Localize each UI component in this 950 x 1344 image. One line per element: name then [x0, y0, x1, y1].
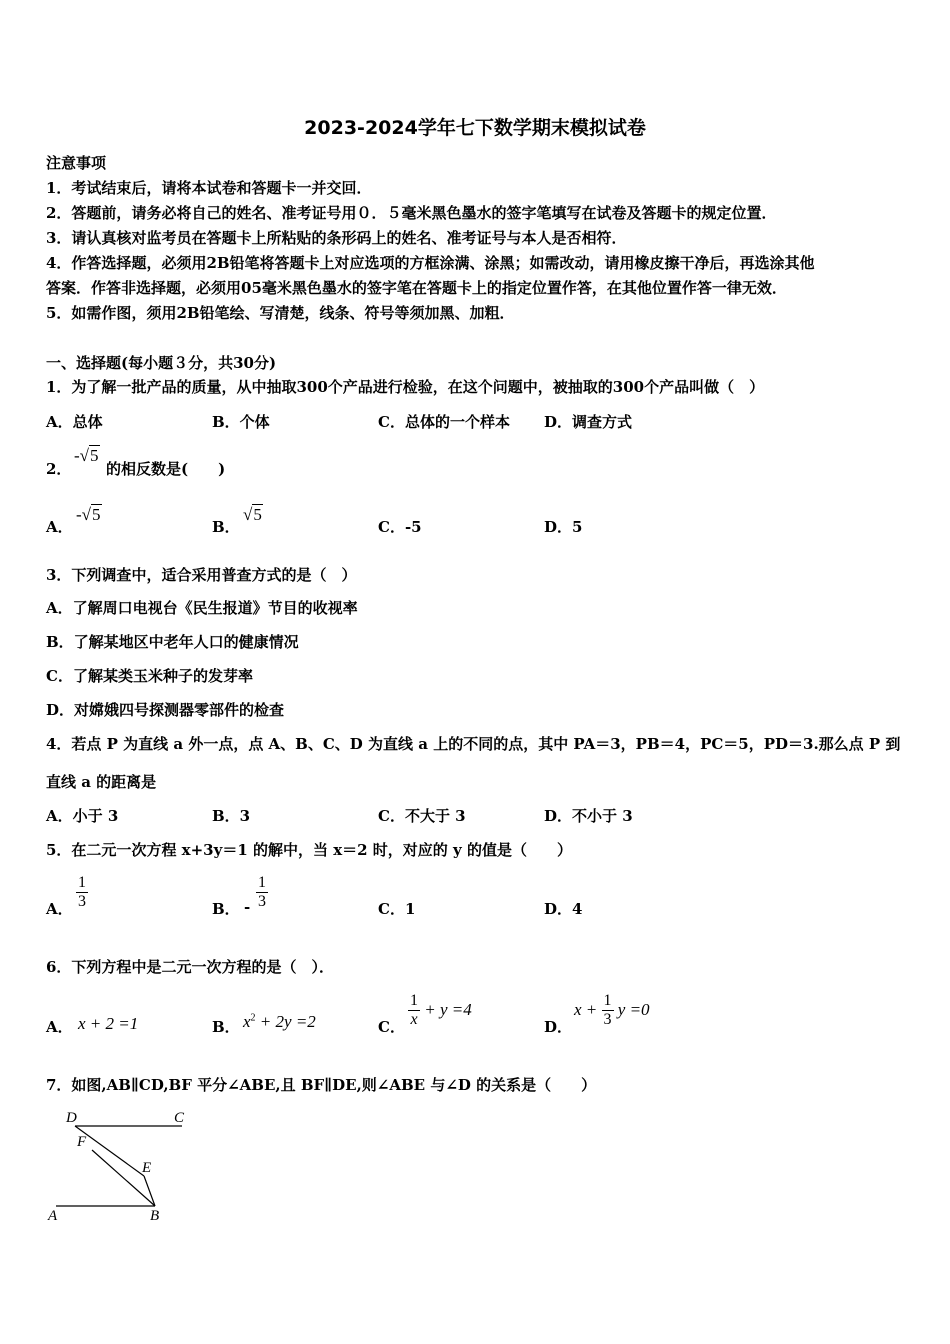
- question-7-stem: 7．如图,AB∥CD,BF 平分∠ABE,且 BF∥DE,则∠ABE 与∠D 的关系是（ ）: [46, 1076, 597, 1094]
- q5-option-d: D．4: [544, 900, 583, 918]
- q5-option-c: C．1: [378, 900, 416, 918]
- question-1-stem: 1．为了解一批产品的质量，从中抽取300个产品进行检验，在这个问题中，被抽取的300个产品叫做（ ）: [46, 378, 765, 396]
- q6-option-b-equation: [243, 1012, 316, 1032]
- point-label-c: C: [174, 1110, 185, 1126]
- page-title: 2023-2024学年七下数学期末模拟试卷: [304, 117, 646, 139]
- q4-option-a: A．小于 3: [46, 807, 119, 825]
- q6-option-a-label: A．: [46, 1018, 73, 1036]
- sqrt-symbol: √: [243, 505, 253, 524]
- notice-heading: 注意事项: [46, 154, 107, 172]
- point-label-a: A: [48, 1208, 58, 1224]
- denominator: x: [410, 1011, 418, 1028]
- q5-option-b-fraction: [256, 874, 268, 911]
- q2-option-b-value: [243, 505, 263, 525]
- notice-item: 2．答题前，请务必将自己的姓名、准考证号用０．５毫米黑色墨水的签字笔填写在试卷及答题卡的规定位置．: [46, 204, 777, 222]
- point-label-f: F: [77, 1134, 87, 1150]
- minus-sign: -: [76, 505, 82, 524]
- numerator: 1: [78, 874, 86, 891]
- section-heading: 一、选择题(每小题３分，共30分): [46, 354, 277, 372]
- q2-option-d: D．5: [544, 518, 583, 536]
- notice-item: 答案．作答非选择题，必须用05毫米黑色墨水的签字笔在答题卡上的指定位置作答，在其他位置作答一律无效．: [46, 279, 787, 297]
- equation-rest: y =0: [613, 1000, 650, 1019]
- q5-option-b-label: B．: [212, 900, 240, 918]
- q1-option-b: B．个体: [212, 413, 270, 431]
- geometry-figure: [40, 1100, 200, 1230]
- numerator: 1: [603, 992, 612, 1009]
- q3-option-c: C．了解某类玉米种子的发芽率: [46, 667, 253, 685]
- q6-option-d-label: D．: [544, 1018, 573, 1036]
- denominator: 3: [78, 893, 86, 910]
- equation-prefix: x +: [574, 1000, 602, 1019]
- q5-option-a-fraction: [76, 874, 88, 911]
- radicand: 5: [90, 446, 99, 465]
- q2-option-a-label: A．: [46, 518, 73, 536]
- q1-option-a: A．总体: [46, 413, 103, 431]
- exponent: 2: [250, 1012, 256, 1024]
- q2-option-c: C．-5: [378, 518, 422, 536]
- question-3-stem: 3．下列调查中，适合采用普查方式的是（ ）: [46, 566, 357, 584]
- sqrt-symbol: √: [79, 446, 90, 465]
- question-6-stem: 6．下列方程中是二元一次方程的是（ ）．: [46, 958, 334, 976]
- point-label-d: D: [66, 1110, 77, 1126]
- variable-x: x: [243, 1012, 251, 1031]
- numerator: 1: [258, 874, 266, 891]
- q5-option-a-label: A．: [46, 900, 73, 918]
- notice-item: 1．考试结束后，请将本试卷和答题卡一并交回．: [46, 179, 372, 197]
- q3-option-d: D．对嫦娥四号探测器零部件的检查: [46, 701, 285, 719]
- denominator: 3: [603, 1011, 612, 1028]
- q2-option-b-label: B．: [212, 518, 240, 536]
- q1-option-d: D．调查方式: [544, 413, 633, 431]
- q2-option-a-value: [76, 505, 102, 525]
- minus-sign: -: [74, 446, 80, 465]
- q5-option-b-sign: -: [244, 898, 251, 916]
- question-4-stem-line1: 4．若点 P 为直线 a 外一点，点 A、B、C、D 为直线 a 上的不同的点，其中 PA＝3，PB＝4，PC＝5，PD＝3.那么点 P 到: [46, 735, 901, 753]
- q1-option-c: C．总体的一个样本: [378, 413, 510, 431]
- denominator: 3: [258, 893, 266, 910]
- question-5-stem: 5．在二元一次方程 x+3y＝1 的解中，当 x＝2 时，对应的 y 的值是（ ）: [46, 841, 572, 859]
- q6-option-c-label: C．: [378, 1018, 405, 1036]
- q3-option-b: B．了解某地区中老年人口的健康情况: [46, 633, 299, 651]
- q6-option-a-equation: x + 2 =1: [78, 1014, 139, 1033]
- point-label-b: B: [150, 1208, 160, 1224]
- q3-option-a: A．了解周口电视台《民生报道》节目的收视率: [46, 599, 358, 617]
- notice-item: 3．请认真核对监考员在答题卡上所粘贴的条形码上的姓名、准考证号与本人是否相符．: [46, 229, 627, 247]
- question-2-number: 2．: [46, 460, 72, 478]
- equation-rest: + y =4: [420, 1000, 472, 1019]
- radicand: 5: [253, 505, 262, 524]
- q4-option-c: C．不大于 3: [378, 807, 466, 825]
- sqrt-symbol: √: [81, 505, 92, 524]
- radicand: 5: [92, 505, 101, 524]
- equation-rest: + 2y =2: [255, 1012, 316, 1031]
- q6-option-c-equation: [408, 992, 472, 1029]
- line-fb: [92, 1150, 155, 1206]
- point-label-e: E: [142, 1160, 152, 1176]
- question-2-stem: 的相反数是( ): [106, 460, 226, 478]
- numerator: 1: [410, 992, 418, 1009]
- notice-item: 5．如需作图，须用2B铅笔绘、写清楚，线条、符号等须加黑、加粗．: [46, 304, 515, 322]
- q6-option-d-equation: [574, 992, 650, 1029]
- q4-option-d: D．不小于 3: [544, 807, 633, 825]
- q4-option-b: B．3: [212, 807, 251, 825]
- notice-item: 4．作答选择题，必须用2B铅笔将答题卡上对应选项的方框涂满、涂黑；如需改动，请用橡皮擦干净后，再选涂其他: [46, 254, 815, 272]
- q6-option-b-label: B．: [212, 1018, 240, 1036]
- question-4-stem-line2: 直线 a 的距离是: [46, 773, 157, 791]
- q2-expression: [74, 446, 100, 466]
